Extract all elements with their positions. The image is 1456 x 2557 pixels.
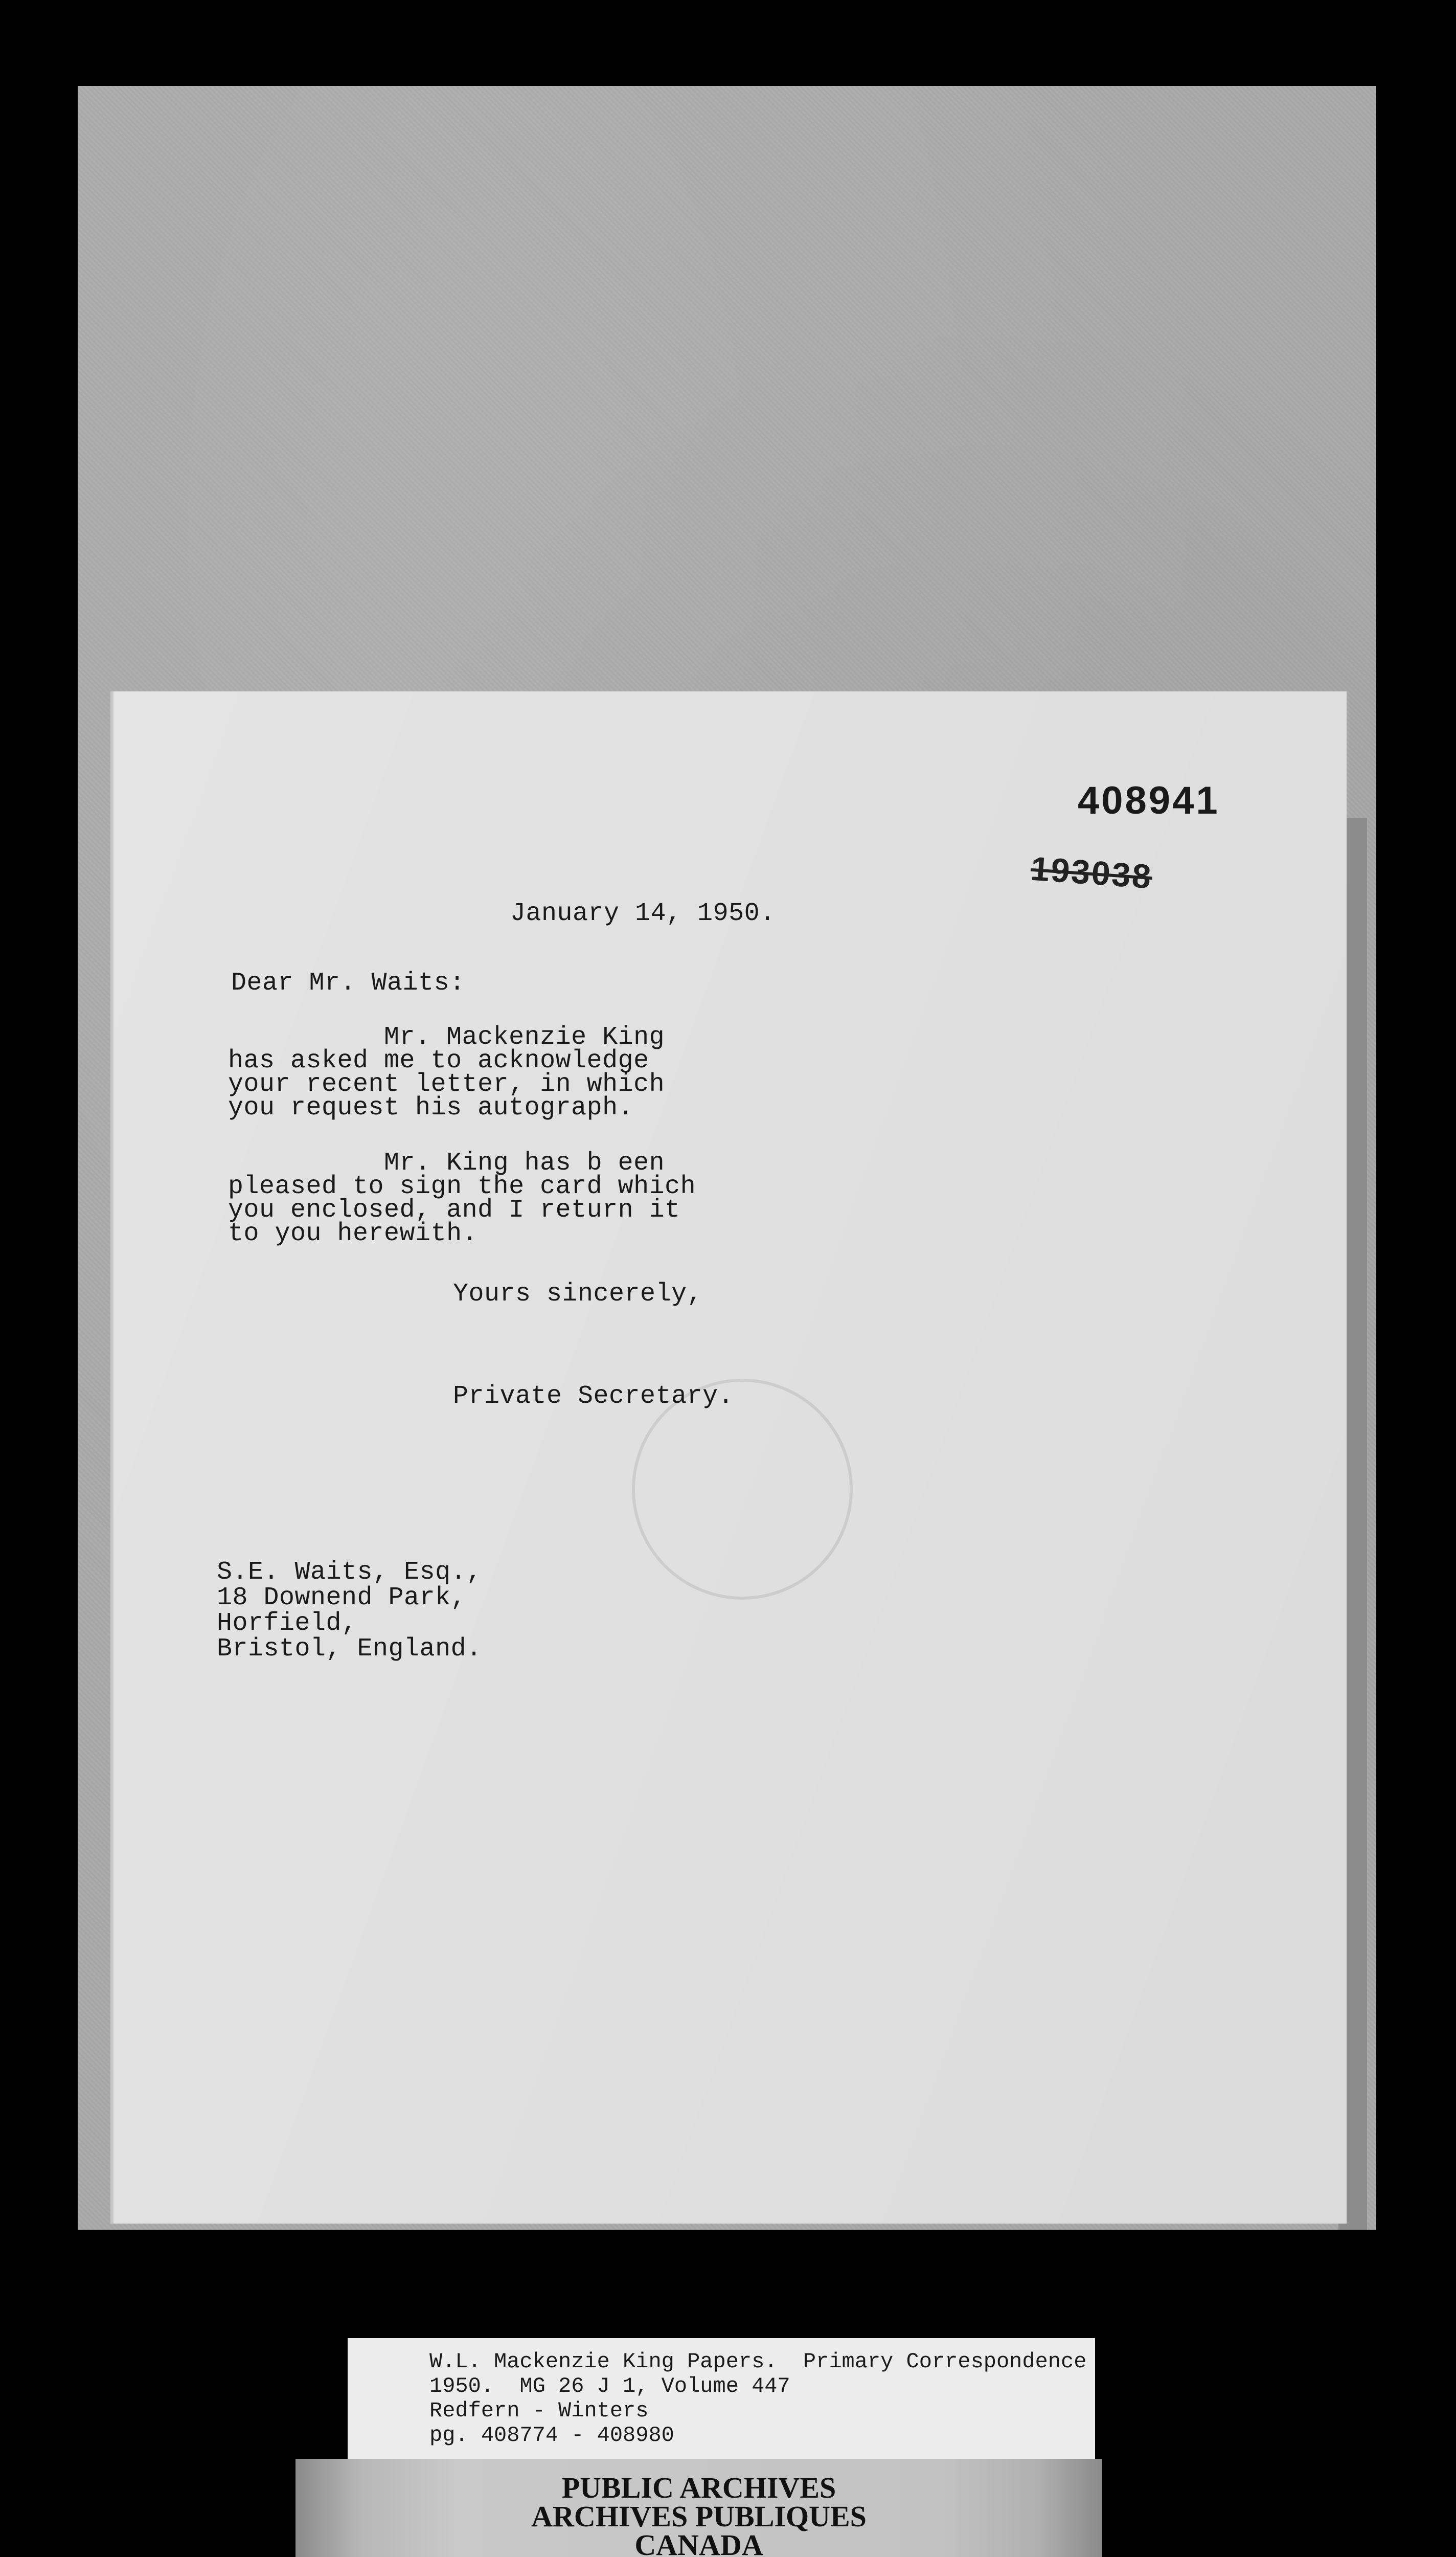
- public-archives-label: [295, 2459, 1102, 2557]
- faint-seal-stamp: [632, 1379, 853, 1600]
- address-line-4: Bristol, England.: [217, 1634, 482, 1664]
- reference-line-1: W.L. Mackenzie King Papers. Primary Correspondence: [429, 2349, 1087, 2374]
- reference-line-4: pg. 408774 - 408980: [429, 2423, 674, 2448]
- address-line-3: Horfield,: [217, 1609, 357, 1638]
- archive-label-line-3: CANADA: [634, 2528, 763, 2557]
- reference-line-3: Redfern - Winters: [429, 2398, 649, 2423]
- letter-closing: Yours sincerely,: [453, 1280, 703, 1309]
- paragraph-2-line-3: you enclosed, and I return it: [228, 1196, 680, 1225]
- address-line-2: 18 Downend Park,: [217, 1583, 467, 1612]
- archive-label-line-2: ARCHIVES PUBLIQUES: [531, 2500, 867, 2533]
- letter-date: January 14, 1950.: [510, 899, 776, 928]
- letter-salutation: Dear Mr. Waits:: [231, 969, 465, 998]
- archive-label-line-1: PUBLIC ARCHIVES: [561, 2471, 836, 2504]
- archive-reference-card: [348, 2338, 1095, 2461]
- struck-document-number: 193038: [1029, 849, 1154, 896]
- paragraph-1-line-4: you request his autograph.: [228, 1093, 634, 1123]
- paragraph-1-line-3: your recent letter, in which: [228, 1070, 665, 1099]
- paragraph-1-line-1: Mr. Mackenzie King: [228, 1023, 665, 1052]
- address-line-1: S.E. Waits, Esq.,: [217, 1558, 482, 1587]
- paragraph-2-line-4: to you herewith.: [228, 1219, 478, 1248]
- reference-line-2: 1950. MG 26 J 1, Volume 447: [429, 2374, 790, 2398]
- signature-title: Private Secretary.: [453, 1382, 734, 1411]
- paragraph-1-line-2: has asked me to acknowledge: [228, 1046, 649, 1075]
- paragraph-2-line-2: pleased to sign the card which: [228, 1172, 696, 1201]
- paragraph-2-line-1: Mr. King has b een: [228, 1149, 665, 1178]
- document-number: 408941: [1078, 779, 1220, 822]
